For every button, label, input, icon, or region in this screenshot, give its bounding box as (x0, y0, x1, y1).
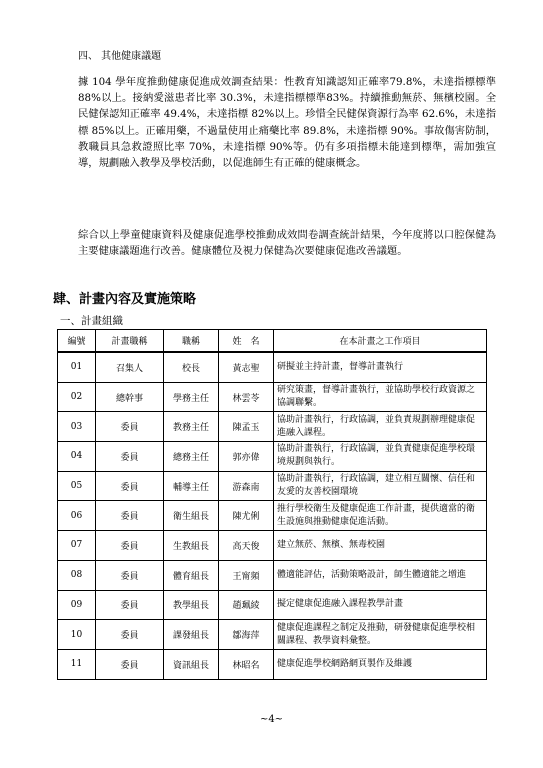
table-row (58, 352, 487, 382)
cell-col-name: 陳尤俐 (219, 501, 274, 531)
cell-col-position: 學務主任 (164, 382, 219, 412)
table-row (58, 531, 487, 561)
cell-col-position: 教務主任 (164, 412, 219, 442)
cell-col-position: 生教組長 (164, 531, 219, 561)
cell-col-name: 黃志聖 (219, 352, 274, 382)
paragraph-summary: 綜合以上學童健康資料及健康促進學校推動成效問卷調查統計結果，今年度將以口腔保健為主要健康議題進行改善。健康體位及視力保健為次要健康促進改善議題。 (78, 229, 496, 258)
cell-col-number: 11 (58, 649, 96, 679)
cell-col-position: 輔導主任 (164, 471, 219, 501)
table-row (58, 501, 487, 531)
cell-col-number: 03 (58, 412, 96, 442)
cell-col-plan-title: 總幹事 (96, 382, 164, 412)
cell-col-name: 林昭名 (219, 649, 274, 679)
cell-col-number: 01 (58, 352, 96, 382)
cell-col-duties: 研擬並主持計畫，督導計畫執行 (274, 352, 487, 382)
cell-col-plan-title: 委員 (96, 531, 164, 561)
cell-col-duties: 健康促進學校網路網頁製作及維護 (274, 649, 487, 679)
organization-table (57, 329, 487, 680)
cell-col-position: 總務主任 (164, 442, 219, 472)
cell-col-name: 林雲苓 (219, 382, 274, 412)
cell-col-plan-title: 委員 (96, 590, 164, 620)
cell-col-name: 高天俊 (219, 531, 274, 561)
cell-col-plan-title: 委員 (96, 501, 164, 531)
table-row (58, 560, 487, 590)
cell-col-plan-title: 委員 (96, 620, 164, 650)
cell-col-number: 07 (58, 531, 96, 561)
cell-col-number: 02 (58, 382, 96, 412)
cell-col-position: 體育組長 (164, 560, 219, 590)
cell-col-duties: 擬定健康促進融入課程教學計畫 (274, 590, 487, 620)
cell-col-position: 課發組長 (164, 620, 219, 650)
cell-col-number: 10 (58, 620, 96, 650)
table-row (58, 382, 487, 412)
cell-col-name: 郭亦偉 (219, 442, 274, 472)
table-header-row (58, 330, 487, 353)
cell-col-plan-title: 召集人 (96, 352, 164, 382)
cell-col-plan-title: 委員 (96, 412, 164, 442)
cell-col-position: 資訊組長 (164, 649, 219, 679)
table-row (58, 620, 487, 650)
cell-col-number: 09 (58, 590, 96, 620)
table-body (58, 352, 487, 679)
cell-col-position: 衛生組長 (164, 501, 219, 531)
cell-col-plan-title: 委員 (96, 560, 164, 590)
cell-col-duties: 協助計畫執行，行政協調，並負責規劃辦理健康促進融入課程。 (274, 412, 487, 442)
cell-col-number: 04 (58, 442, 96, 472)
table-row (58, 471, 487, 501)
cell-col-name: 王甯頻 (219, 560, 274, 590)
cell-col-name: 趙珮綾 (219, 590, 274, 620)
cell-col-duties: 研究策畫，督導計畫執行，並協助學校行政資源之協調聯繫。 (274, 382, 487, 412)
cell-col-name: 陳孟玉 (219, 412, 274, 442)
cell-col-name: 鄒海萍 (219, 620, 274, 650)
cell-col-plan-title: 委員 (96, 649, 164, 679)
cell-col-duties: 建立無菸、無檳、無毒校園 (274, 531, 487, 561)
cell-col-number: 08 (58, 560, 96, 590)
page-number: ~4~ (259, 714, 284, 725)
cell-col-name: 游森南 (219, 471, 274, 501)
paragraph-survey-results: 據 104 學年度推動健康促進成效調查結果：性教育知識認知正確率79.8%，未達指標標準 88%以上。接納愛滋患者比率 30.3%，未達指標標準83%。持續推動無菸、無檳校園。全民健保認知正確率 49.4%，未達指標 82%以上。珍惜全民健保資源行為率 62.6%，未達指標 85%以上。正確用藥，不過量使用止痛藥比率 89.8%，未達指標 90%。事故傷害防制，教職員具急救證照比率 70%，未達指標 90%等。仍有多項指標未能達到標準，需加強宣導，規劃融入教學及學校活動，以促進師生有正確的健康概念。 (78, 76, 496, 170)
header-col-position: 職稱 (164, 330, 219, 353)
cell-col-number: 06 (58, 501, 96, 531)
cell-col-plan-title: 委員 (96, 471, 164, 501)
table-row (58, 412, 487, 442)
cell-col-duties: 協助計畫執行，行政協調，建立相互關懷、信任和友愛的友善校園環境 (274, 471, 487, 501)
subsection-title: 一、計畫組織 (60, 315, 123, 327)
header-col-plan-title: 計畫職稱 (96, 330, 164, 353)
cell-col-plan-title: 委員 (96, 442, 164, 472)
cell-col-duties: 協助計畫執行，行政協調，並負責健康促進學校環境規劃與執行。 (274, 442, 487, 472)
header-col-name: 姓 名 (219, 330, 274, 353)
cell-col-duties: 健康促進課程之制定及推動，研發健康促進學校相關課程、教學資料彙整。 (274, 620, 487, 650)
section-heading: 四、 其他健康議題 (78, 51, 162, 62)
chapter-title: 肆、計畫內容及實施策略 (53, 292, 197, 307)
cell-col-duties: 體適能評估，活動策略設計，師生體適能之增進 (274, 560, 487, 590)
table-row (58, 442, 487, 472)
cell-col-duties: 推行學校衛生及健康促進工作計畫，提供適當的衛生設施與推動健康促進活動。 (274, 501, 487, 531)
cell-col-number: 05 (58, 471, 96, 501)
table-row (58, 590, 487, 620)
cell-col-position: 教學組長 (164, 590, 219, 620)
cell-col-position: 校長 (164, 352, 219, 382)
table-row (58, 649, 487, 679)
header-col-number: 編號 (58, 330, 96, 353)
header-col-duties: 在本計畫之工作項目 (274, 330, 487, 353)
